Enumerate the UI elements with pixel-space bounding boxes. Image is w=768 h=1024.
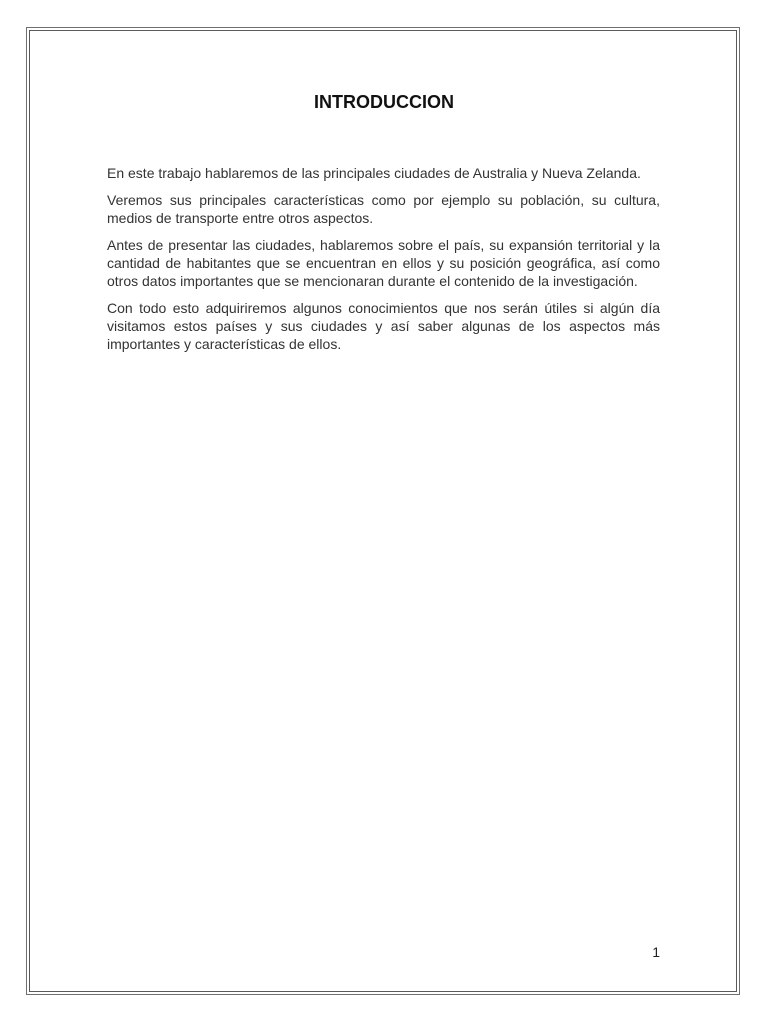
paragraph-1: En este trabajo hablaremos de las principales ciudades de Australia y Nueva Zelanda. <box>107 165 641 181</box>
page-title: INTRODUCCION <box>314 92 454 112</box>
page-number: 1 <box>652 944 660 960</box>
paragraph-2: Veremos sus principales características como por ejemplo su población, su cultura, medios de transporte entre otros aspectos. <box>107 192 660 226</box>
paragraph-4: Con todo esto adquiriremos algunos conocimientos que nos serán útiles si algún día visitamos estos países y sus ciudades y así saber algunas de los aspectos más importantes y características de ellos. <box>107 300 660 352</box>
body-text <box>107 164 660 362</box>
paragraph-3: Antes de presentar las ciudades, hablaremos sobre el país, su expansión territorial y la cantidad de habitantes que se encuentran en ellos y su posición geográfica, así como otros datos importantes que se mencionaran durante el contenido de la investigación. <box>107 237 660 289</box>
